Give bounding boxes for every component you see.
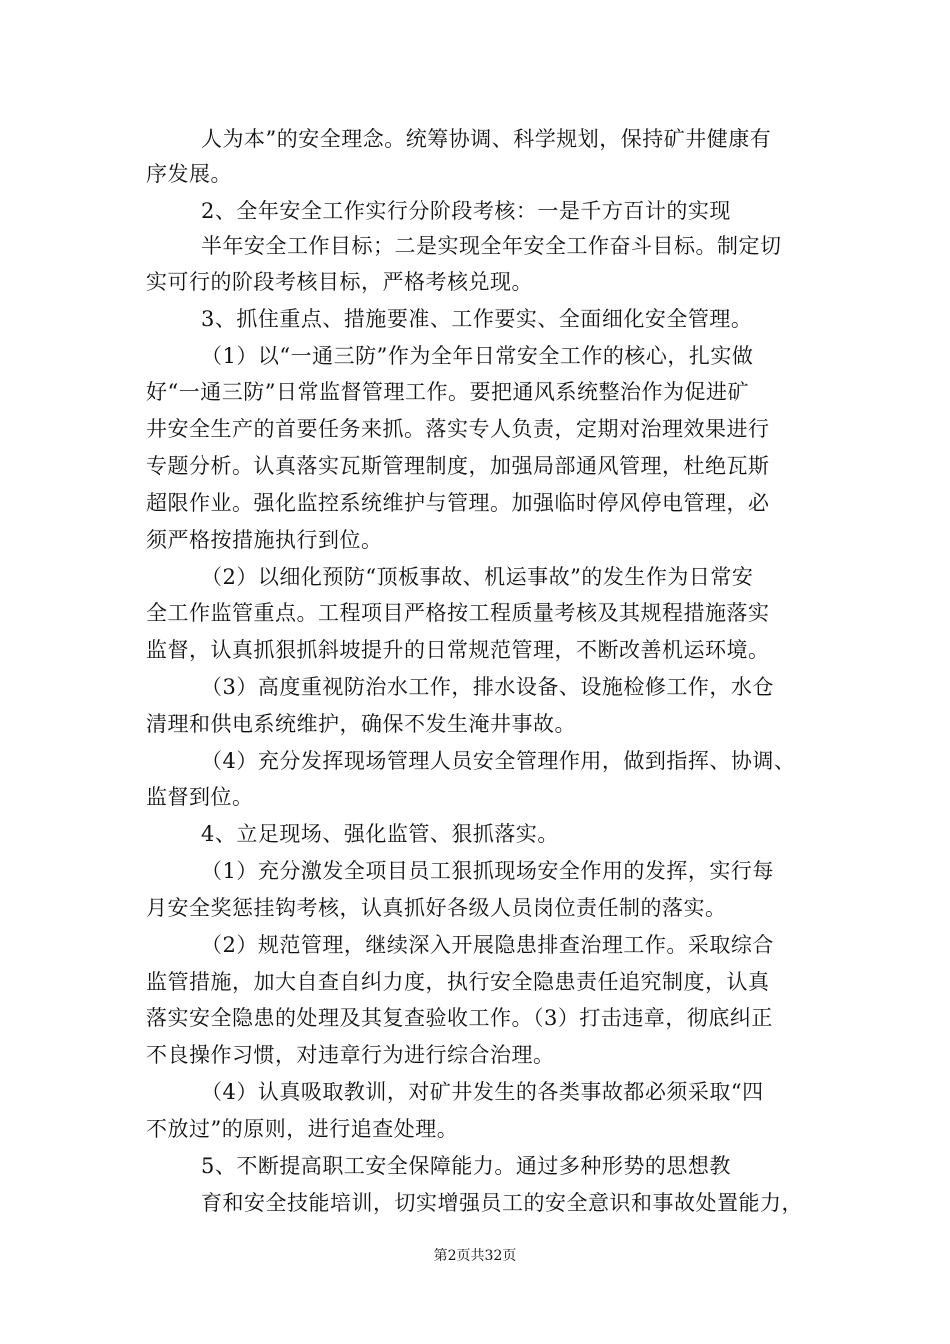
text-line: （1）充分激发全项目员工狠抓现场安全作用的发挥，实行每 [201, 859, 774, 883]
text-line: 人为本”的安全理念。统筹协调、科学规划，保持矿井健康有 [201, 127, 772, 151]
text-line: 监督，认真抓狠抓斜坡提升的日常规范管理，不断改善机运环境。 [146, 638, 770, 662]
text-line: （4）充分发挥现场管理人员安全管理作用，做到指挥、协调、 [201, 749, 796, 773]
text-line: 实可行的阶段考核目标，严格考核兑现。 [146, 270, 533, 294]
text-line: 半年安全工作目标；二是实现全年安全工作奋斗目标。制定切 [201, 234, 782, 258]
text-line: 好“一通三防”日常监督管理工作。要把通风系统整治作为促进矿 [146, 380, 749, 404]
text-line: 序发展。 [146, 162, 232, 186]
text-line: 监督到位。 [146, 785, 254, 809]
text-line: （4）认真吸取教训，对矿井发生的各类事故都必须采取“四 [201, 1080, 764, 1104]
text-line: 超限作业。强化监控系统维护与管理。加强临时停风停电管理，必 [146, 491, 770, 515]
text-line: 3、抓住重点、措施要准、工作要实、全面细化安全管理。 [201, 307, 753, 331]
text-line: 2、全年安全工作实行分阶段考核：一是千方百计的实现 [201, 199, 731, 223]
text-line: 育和安全技能培训，切实增强员工的安全意识和事故处置能力， [201, 1191, 803, 1215]
text-line: 月安全奖惩挂钩考核，认真抓好各级人员岗位责任制的落实。 [146, 896, 727, 920]
text-line: （2）规范管理，继续深入开展隐患排查治理工作。采取综合 [201, 933, 774, 957]
text-line: 井安全生产的首要任务来抓。落实专人负责，定期对治理效果进行 [146, 417, 770, 441]
text-line: （1）以“一通三防”作为全年日常安全工作的核心，扎实做 [201, 344, 754, 368]
text-line: 4、立足现场、强化监管、狠抓落实。 [201, 822, 559, 846]
text-line: 监管措施，加大自查自纠力度，执行安全隐患责任追究制度，认真 [146, 970, 770, 994]
text-line: 全工作监管重点。工程项目严格按工程质量考核及其规程措施落实 [146, 601, 770, 625]
text-line: 5、不断提高职工安全保障能力。通过多种形势的思想教 [201, 1154, 731, 1178]
text-line: 清理和供电系统维护，确保不发生淹井事故。 [146, 712, 576, 736]
page-number-footer: 第2页共32页 [433, 1248, 517, 1264]
text-line: 不良操作习惯，对违章行为进行综合治理。 [146, 1043, 555, 1067]
text-line: 专题分析。认真落实瓦斯管理制度，加强局部通风管理，杜绝瓦斯 [146, 454, 770, 478]
text-line: 须严格按措施执行到位。 [146, 528, 383, 552]
text-line: 落实安全隐患的处理及其复查验收工作。（3）打击违章，彻底纠正 [146, 1006, 773, 1030]
text-line: 不放过”的原则，进行追查处理。 [146, 1117, 459, 1141]
text-line: （2）以细化预防“顶板事故、机运事故”的发生作为日常安 [201, 565, 754, 589]
text-line: （3）高度重视防治水工作，排水设备、设施检修工作，水仓 [201, 675, 774, 699]
